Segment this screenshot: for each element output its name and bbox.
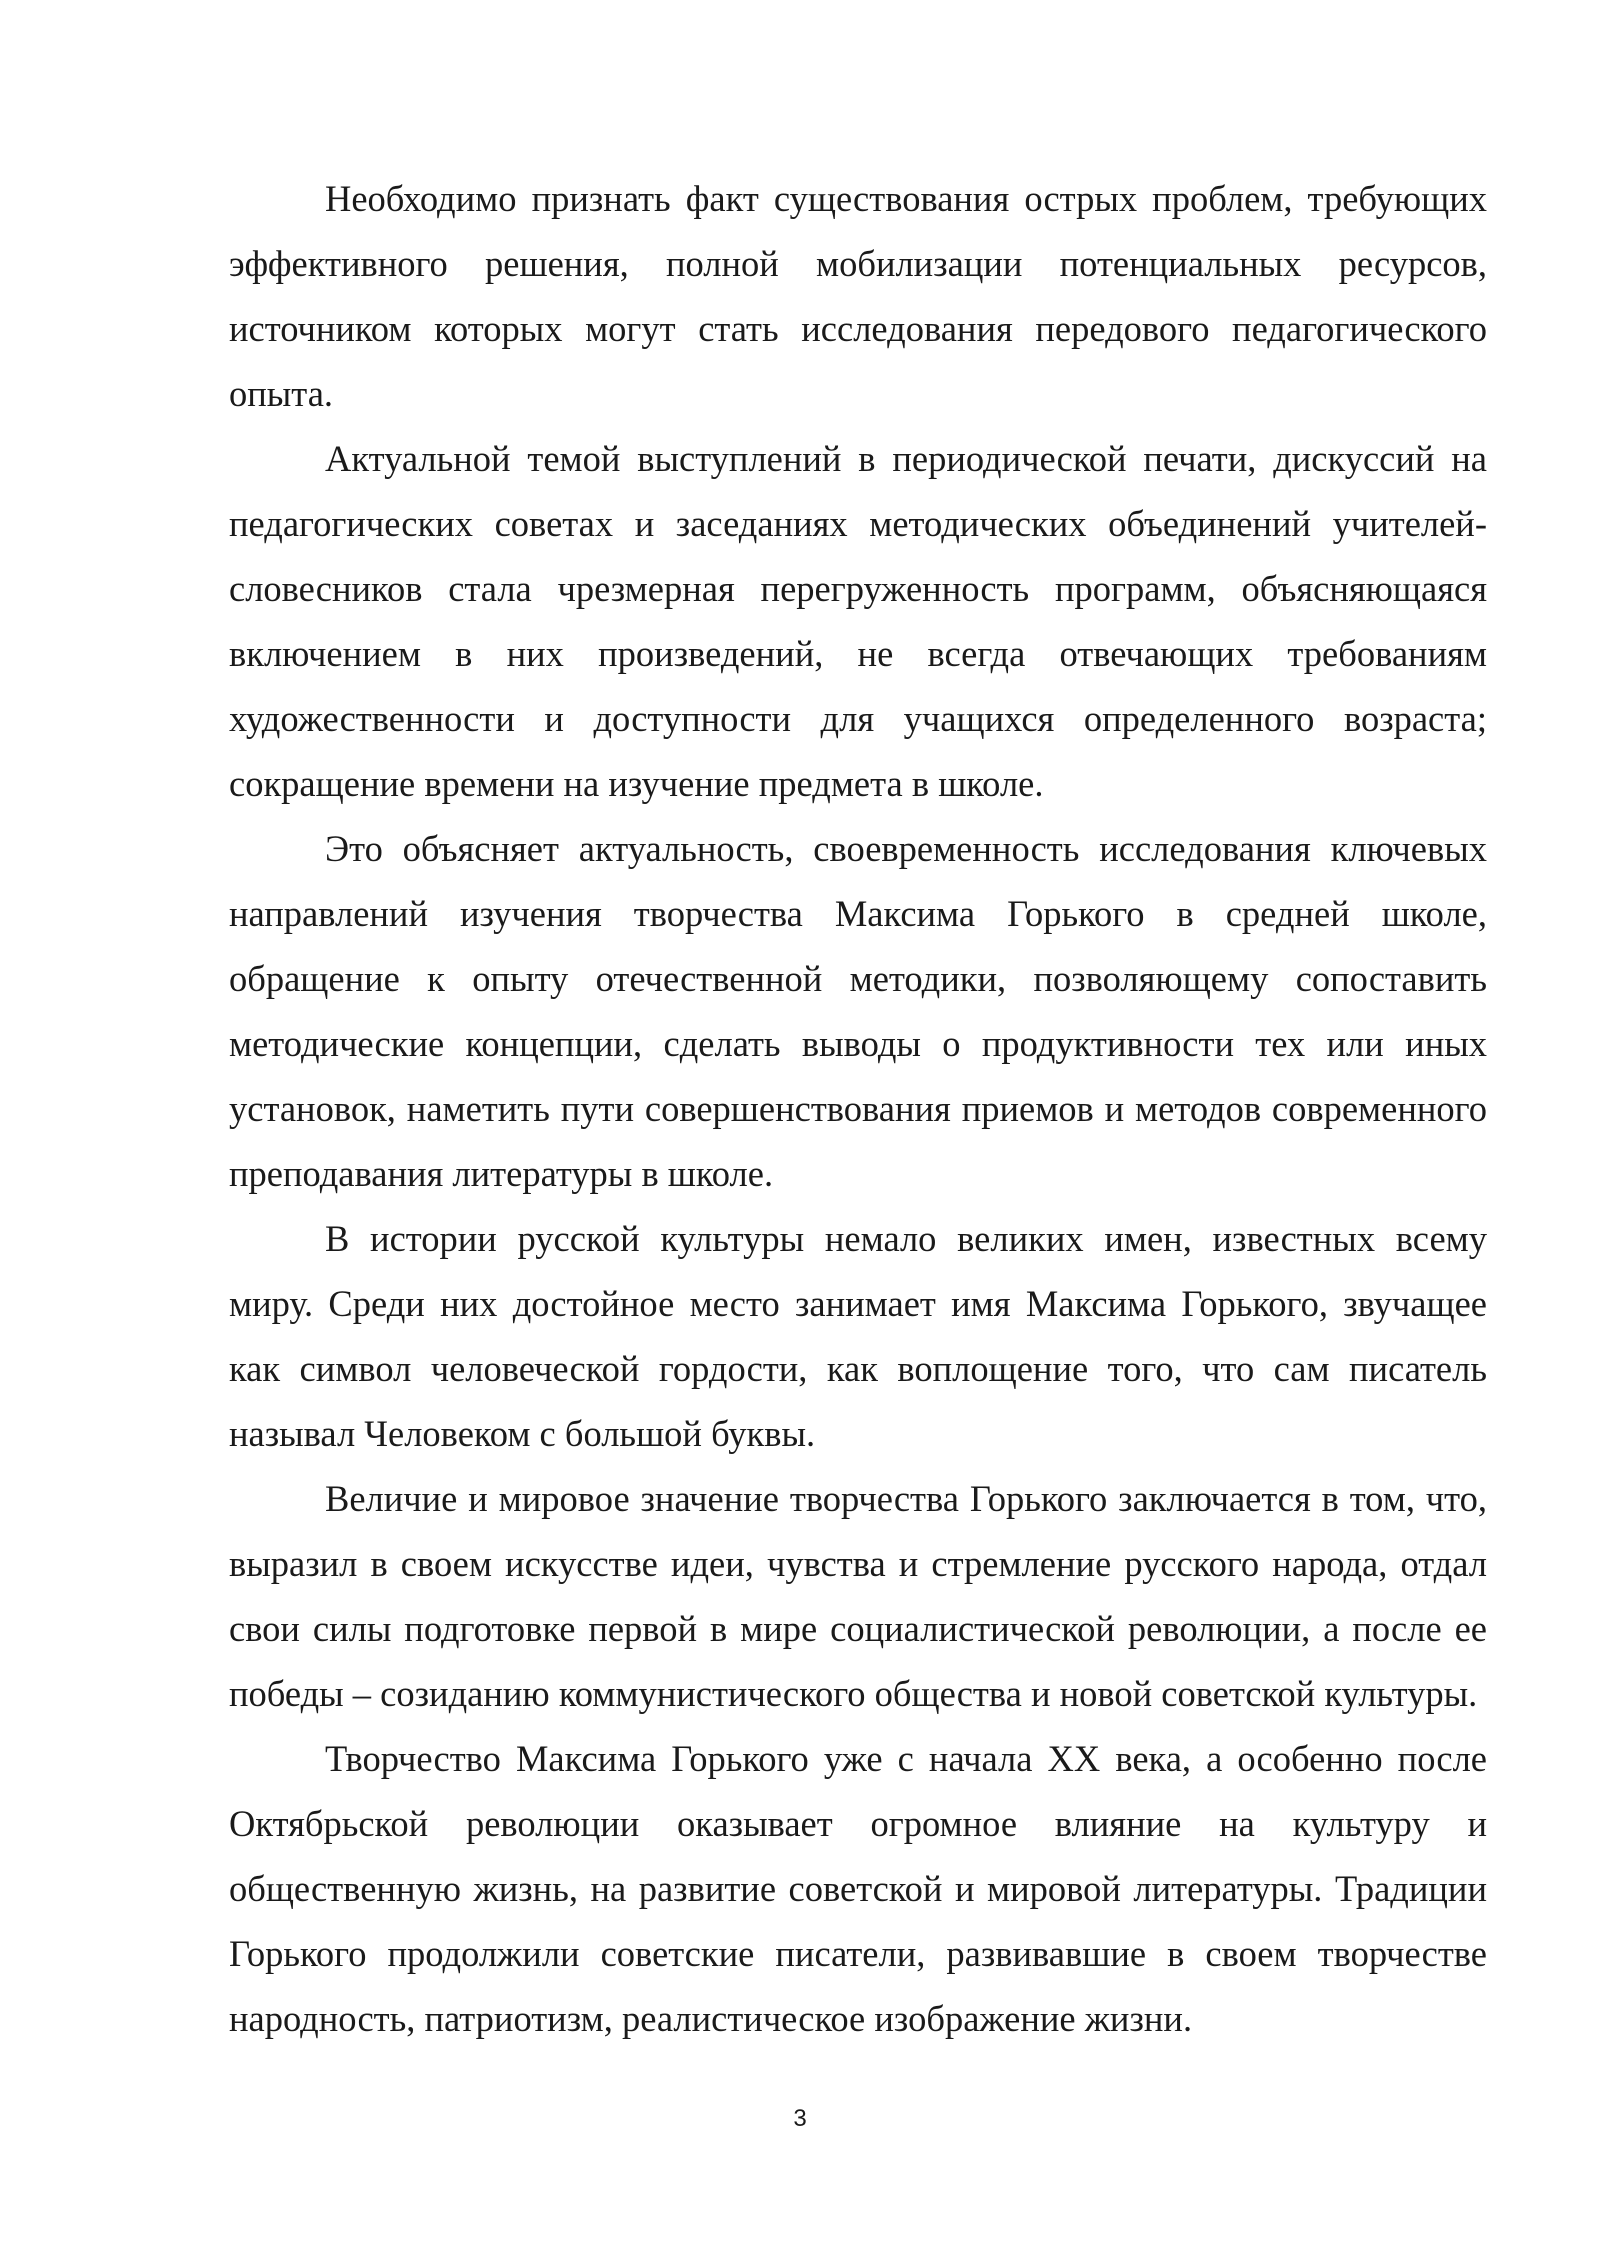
paragraph-1: Необходимо признать факт существования острых проблем, требующих эффективного решения, полной мобилизации потенциальных ресурсов, источником которых могут стать исследования передового педагогического опыта. xyxy=(229,178,1487,414)
page-number: 3 xyxy=(793,2105,807,2132)
paragraph-6: Творчество Максима Горького уже с начала XX века, а особенно после Октябрьской революции оказывает огромное влияние на культуру и общественную жизнь, на развитие советской и мировой литературы. Традиции Горького продолжили советские писатели, развивавшие в своем творчестве народность, патриотизм, реалистическое изображение жизни. xyxy=(229,1738,1487,2039)
document-body xyxy=(229,166,1487,2051)
paragraph-3: Это объясняет актуальность, своевременность исследования ключевых направлений изучения творчества Максима Горького в средней школе, обращение к опыту отечественной методики, позволяющему сопоставить методические концепции, сделать выводы о продуктивности тех или иных установок, наметить пути совершенствования приемов и методов современного преподавания литературы в школе. xyxy=(229,828,1487,1194)
paragraph-5: Величие и мировое значение творчества Горького заключается в том, что, выразил в своем искусстве идеи, чувства и стремление русского народа, отдал свои силы подготовке первой в мире социалистической революции, а после ее победы – созиданию коммунистического общества и новой советской культуры. xyxy=(229,1478,1487,1714)
paragraph-4: В истории русской культуры немало великих имен, известных всему миру. Среди них достойное место занимает имя Максима Горького, звучащее как символ человеческой гордости, как воплощение того, что сам писатель называл Человеком с большой буквы. xyxy=(229,1218,1487,1454)
paragraph-2: Актуальной темой выступлений в периодической печати, дискуссий на педагогических советах и заседаниях методических объединений учителей-словесников стала чрезмерная перегруженность программ, объясняющаяся включением в них произведений, не всегда отвечающих требованиям художественности и доступности для учащихся определенного возраста; сокращение времени на изучение предмета в школе. xyxy=(229,438,1487,804)
